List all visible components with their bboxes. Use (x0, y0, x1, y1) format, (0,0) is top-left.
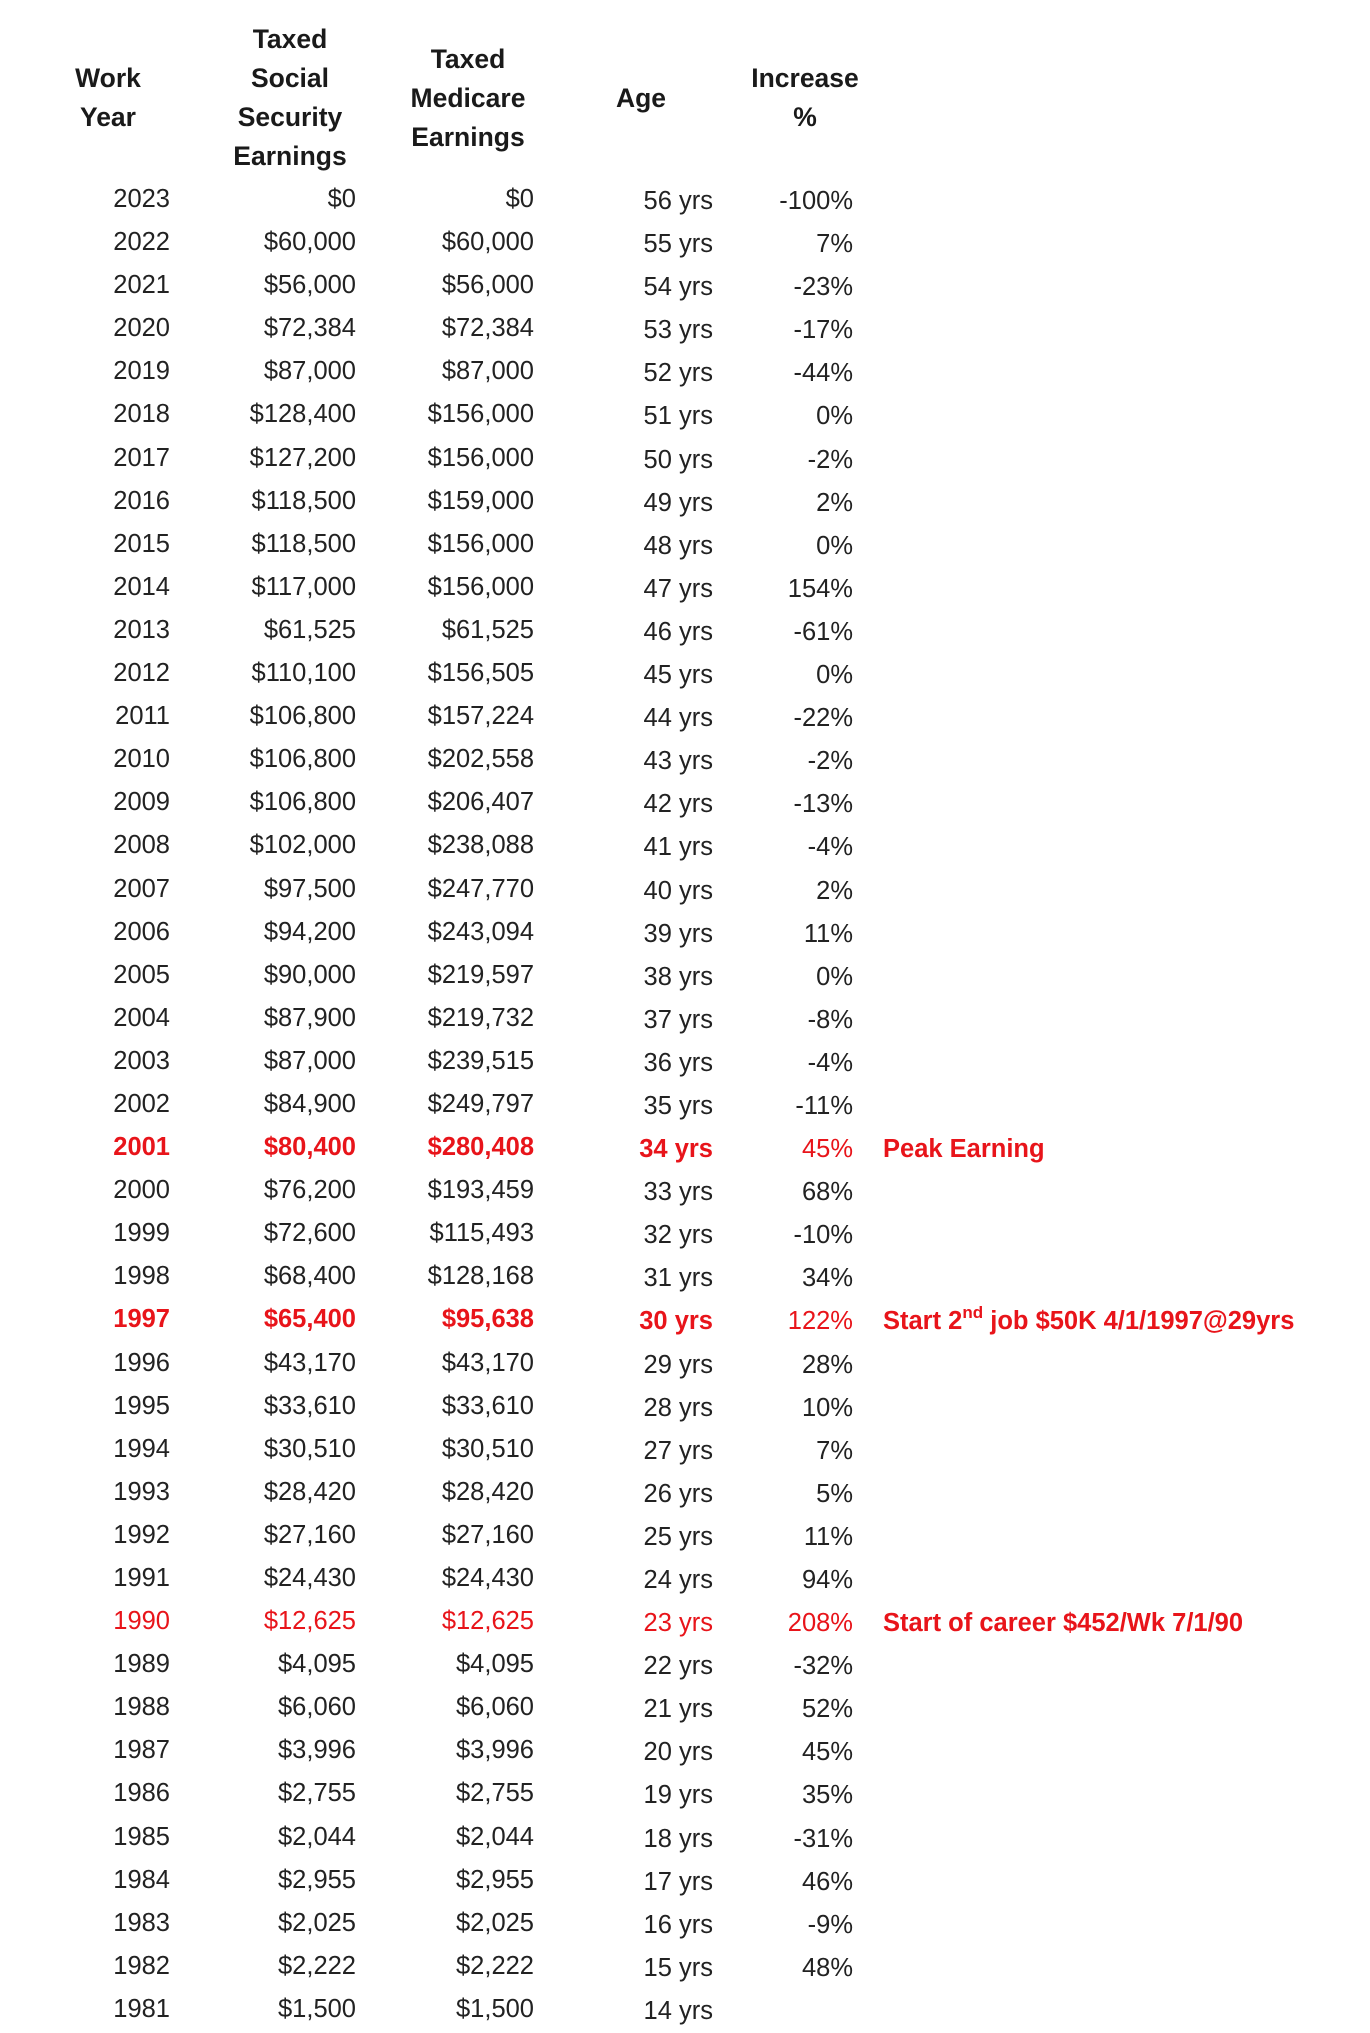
cell-age: 44 yrs (643, 704, 713, 733)
cell-social-security-earnings: $4,095 (278, 1650, 356, 1679)
table-row (0, 1083, 1370, 1126)
cell-increase: -13% (793, 790, 853, 819)
annotation-superscript: nd (962, 1303, 984, 1323)
cell-work-year: 1982 (113, 1951, 170, 1980)
cell-medicare-earnings: $72,384 (441, 314, 534, 343)
cell-increase: 52% (801, 1695, 853, 1724)
cell-increase: 0% (816, 661, 853, 690)
cell-social-security-earnings: $87,900 (263, 1003, 356, 1032)
cell-social-security-earnings: $3,996 (278, 1736, 356, 1765)
cell-work-year: 1998 (113, 1262, 170, 1291)
cell-social-security-earnings: $12,625 (263, 1607, 356, 1636)
cell-age: 49 yrs (643, 488, 713, 517)
cell-work-year: 2017 (113, 443, 170, 472)
cell-medicare-earnings: $2,025 (456, 1908, 534, 1937)
cell-age: 45 yrs (643, 661, 713, 690)
cell-age: 46 yrs (643, 617, 713, 646)
cell-increase: 45% (801, 1738, 853, 1767)
cell-increase: -8% (807, 1005, 853, 1034)
cell-age: 18 yrs (643, 1824, 713, 1853)
cell-medicare-earnings: $6,060 (456, 1693, 534, 1722)
cell-medicare-earnings: $156,505 (427, 659, 534, 688)
table-row (0, 1342, 1370, 1385)
cell-increase: -2% (807, 445, 853, 474)
row-annotation: Start of career $452/Wk 7/1/90 (883, 1609, 1244, 1638)
cell-social-security-earnings: $118,500 (251, 486, 356, 515)
table-row (0, 1212, 1370, 1255)
cell-medicare-earnings: $87,000 (441, 357, 534, 386)
cell-social-security-earnings: $2,755 (278, 1779, 356, 1808)
cell-medicare-earnings: $28,420 (441, 1477, 534, 1506)
cell-work-year: 2019 (113, 357, 170, 386)
cell-medicare-earnings: $193,459 (427, 1176, 534, 1205)
cell-medicare-earnings: $156,000 (427, 572, 534, 601)
cell-increase: 46% (801, 1867, 853, 1896)
cell-social-security-earnings: $106,800 (249, 788, 356, 817)
table-row (0, 738, 1370, 781)
cell-work-year: 2005 (113, 960, 170, 989)
cell-age: 31 yrs (643, 1264, 713, 1293)
cell-social-security-earnings: $94,200 (263, 917, 356, 946)
cell-work-year: 2007 (113, 874, 170, 903)
cell-work-year: 1988 (113, 1693, 170, 1722)
cell-increase: 11% (803, 919, 853, 948)
cell-age: 24 yrs (643, 1566, 713, 1594)
cell-increase: 5% (816, 1479, 853, 1508)
cell-social-security-earnings: $102,000 (249, 831, 356, 860)
cell-work-year: 2002 (113, 1089, 170, 1118)
cell-age: 14 yrs (643, 1996, 713, 2025)
cell-social-security-earnings: $106,800 (249, 702, 356, 731)
cell-social-security-earnings: $87,000 (263, 1046, 356, 1075)
cell-age: 33 yrs (643, 1178, 713, 1207)
cell-work-year: 1983 (113, 1908, 170, 1937)
cell-increase: 122% (787, 1307, 853, 1336)
table-row (0, 1902, 1370, 1945)
cell-medicare-earnings: $24,430 (441, 1564, 534, 1592)
cell-increase: 35% (801, 1781, 853, 1810)
cell-work-year: 2012 (113, 659, 170, 688)
cell-social-security-earnings: $106,800 (249, 745, 356, 774)
table-row (0, 997, 1370, 1040)
cell-age: 26 yrs (643, 1479, 713, 1508)
table-row (0, 566, 1370, 609)
cell-work-year: 1989 (113, 1650, 170, 1679)
cell-increase: 0% (816, 962, 853, 991)
cell-increase: -23% (793, 273, 853, 302)
cell-social-security-earnings: $30,510 (263, 1434, 356, 1463)
cell-medicare-earnings: $2,755 (456, 1779, 534, 1808)
cell-work-year: 2003 (113, 1046, 170, 1075)
cell-social-security-earnings: $0 (327, 185, 356, 213)
table-row (0, 350, 1370, 393)
cell-age: 16 yrs (643, 1910, 713, 1939)
cell-increase: -4% (807, 833, 853, 862)
cell-age: 51 yrs (643, 402, 713, 431)
cell-social-security-earnings: $65,400 (263, 1305, 356, 1334)
table-row (0, 221, 1370, 264)
table-row (0, 264, 1370, 307)
cell-medicare-earnings: $2,044 (456, 1822, 534, 1851)
cell-medicare-earnings: $156,000 (427, 400, 534, 429)
cell-work-year: 1987 (113, 1736, 170, 1765)
cell-age: 19 yrs (643, 1781, 713, 1810)
cell-work-year: 2013 (113, 615, 170, 644)
cell-social-security-earnings: $72,384 (263, 314, 356, 343)
cell-social-security-earnings: $128,400 (249, 400, 356, 429)
cell-medicare-earnings: $1,500 (456, 1994, 534, 2023)
table-row (0, 1040, 1370, 1083)
cell-work-year: 1985 (113, 1822, 170, 1851)
cell-medicare-earnings: $157,224 (427, 702, 534, 731)
cell-increase: 45% (801, 1135, 853, 1164)
cell-medicare-earnings: $249,797 (427, 1089, 534, 1118)
cell-increase: -4% (807, 1048, 853, 1077)
cell-social-security-earnings: $60,000 (263, 228, 356, 257)
cell-social-security-earnings: $61,525 (263, 615, 356, 644)
cell-increase: -61% (793, 617, 853, 646)
cell-work-year: 1992 (113, 1520, 170, 1549)
cell-work-year: 2021 (113, 271, 170, 300)
cell-work-year: 2011 (115, 702, 170, 731)
cell-work-year: 2014 (113, 572, 170, 601)
cell-medicare-earnings: $33,610 (441, 1391, 534, 1420)
table-row (0, 1298, 1370, 1341)
cell-increase: 34% (801, 1264, 853, 1293)
table-row (0, 1988, 1370, 2031)
cell-age: 35 yrs (643, 1091, 713, 1120)
cell-work-year: 2016 (113, 486, 170, 515)
cell-age: 39 yrs (643, 919, 713, 948)
cell-social-security-earnings: $90,000 (263, 960, 356, 989)
cell-age: 23 yrs (643, 1609, 713, 1638)
cell-social-security-earnings: $6,060 (278, 1693, 356, 1722)
cell-social-security-earnings: $117,000 (251, 572, 356, 601)
cell-work-year: 1986 (113, 1779, 170, 1808)
header-age: Age (615, 83, 667, 113)
cell-age: 34 yrs (639, 1135, 713, 1164)
cell-work-year: 1984 (113, 1865, 170, 1894)
cell-age: 15 yrs (643, 1953, 713, 1982)
cell-age: 40 yrs (643, 876, 713, 905)
row-annotation: Peak Earning (883, 1135, 1045, 1164)
cell-age: 50 yrs (643, 445, 713, 474)
cell-work-year: 2020 (113, 314, 170, 343)
cell-age: 53 yrs (643, 316, 713, 345)
cell-work-year: 1993 (113, 1477, 170, 1506)
table-row (0, 1729, 1370, 1772)
cell-social-security-earnings: $2,025 (278, 1908, 356, 1937)
header-taxed-medicare-earnings: Taxed Medicare Earnings (410, 44, 526, 152)
cell-increase: -32% (793, 1652, 853, 1681)
cell-social-security-earnings: $127,200 (249, 443, 356, 472)
cell-work-year: 2015 (113, 529, 170, 558)
cell-work-year: 1994 (113, 1434, 170, 1463)
cell-increase: 154% (787, 574, 853, 603)
cell-age: 47 yrs (643, 574, 713, 603)
cell-medicare-earnings: $243,094 (427, 917, 534, 946)
table-row (0, 1255, 1370, 1298)
cell-medicare-earnings: $280,408 (427, 1133, 534, 1162)
cell-work-year: 2000 (113, 1176, 170, 1205)
cell-age: 54 yrs (643, 273, 713, 302)
cell-age: 28 yrs (643, 1393, 713, 1422)
cell-medicare-earnings: $247,770 (427, 874, 534, 903)
cell-social-security-earnings: $80,400 (263, 1133, 356, 1162)
cell-work-year: 1981 (113, 1994, 170, 2023)
cell-increase: -10% (793, 1221, 853, 1250)
cell-work-year: 2023 (113, 185, 170, 213)
table-row (0, 1600, 1370, 1643)
cell-medicare-earnings: $206,407 (427, 788, 534, 817)
cell-age: 52 yrs (643, 359, 713, 388)
table-row (0, 1557, 1370, 1600)
cell-social-security-earnings: $33,610 (263, 1391, 356, 1420)
table-row (0, 1126, 1370, 1169)
cell-increase: 2% (816, 488, 853, 517)
table-row (0, 695, 1370, 738)
cell-social-security-earnings: $118,500 (251, 529, 356, 558)
cell-social-security-earnings: $84,900 (263, 1089, 356, 1118)
cell-age: 38 yrs (643, 962, 713, 991)
header-taxed-social-security-earnings: Taxed Social Security Earnings (233, 24, 347, 171)
header-increase-percent: Increase % (751, 63, 859, 132)
table-row (0, 652, 1370, 695)
cell-increase: -44% (793, 359, 853, 388)
table-row (0, 1428, 1370, 1471)
cell-increase: -17% (793, 316, 853, 345)
table-row (0, 437, 1370, 480)
table-row (0, 178, 1370, 221)
cell-social-security-earnings: $1,500 (278, 1994, 356, 2023)
cell-increase: -11% (795, 1091, 853, 1120)
cell-social-security-earnings: $56,000 (263, 271, 356, 300)
cell-increase: -22% (793, 704, 853, 733)
cell-work-year: 1996 (113, 1348, 170, 1377)
cell-increase: 0% (816, 531, 853, 560)
cell-work-year: 1991 (113, 1564, 170, 1592)
cell-medicare-earnings: $2,955 (456, 1865, 534, 1894)
cell-medicare-earnings: $95,638 (441, 1305, 534, 1334)
cell-age: 37 yrs (643, 1005, 713, 1034)
cell-work-year: 2008 (113, 831, 170, 860)
cell-medicare-earnings: $0 (505, 185, 534, 213)
table-row (0, 393, 1370, 436)
cell-age: 36 yrs (643, 1048, 713, 1077)
cell-age: 55 yrs (643, 230, 713, 259)
table-row (0, 781, 1370, 824)
cell-social-security-earnings: $68,400 (263, 1262, 356, 1291)
table-body (0, 178, 1370, 2031)
cell-social-security-earnings: $2,044 (278, 1822, 356, 1851)
cell-increase: 0% (816, 402, 853, 431)
cell-medicare-earnings: $219,597 (427, 960, 534, 989)
cell-age: 56 yrs (643, 187, 713, 215)
table-row (0, 1169, 1370, 1212)
table-row (0, 1772, 1370, 1815)
cell-medicare-earnings: $27,160 (441, 1520, 534, 1549)
cell-age: 20 yrs (643, 1738, 713, 1767)
cell-age: 30 yrs (639, 1307, 713, 1336)
table-row (0, 307, 1370, 350)
cell-increase: 11% (803, 1522, 853, 1551)
cell-work-year: 2022 (113, 228, 170, 257)
cell-medicare-earnings: $156,000 (427, 529, 534, 558)
cell-medicare-earnings: $238,088 (427, 831, 534, 860)
cell-increase: 28% (801, 1350, 853, 1379)
cell-work-year: 2001 (113, 1133, 170, 1162)
cell-medicare-earnings: $219,732 (427, 1003, 534, 1032)
cell-medicare-earnings: $61,525 (441, 615, 534, 644)
cell-medicare-earnings: $30,510 (441, 1434, 534, 1463)
header-work-year: Work Year (75, 63, 141, 132)
cell-social-security-earnings: $24,430 (263, 1564, 356, 1592)
cell-medicare-earnings: $202,558 (427, 745, 534, 774)
cell-medicare-earnings: $159,000 (427, 486, 534, 515)
cell-age: 29 yrs (643, 1350, 713, 1379)
cell-age: 21 yrs (643, 1695, 713, 1724)
cell-age: 27 yrs (643, 1436, 713, 1465)
cell-increase: -9% (807, 1910, 853, 1939)
table-row (0, 1643, 1370, 1686)
table-row (0, 1471, 1370, 1514)
cell-social-security-earnings: $2,222 (278, 1951, 356, 1980)
cell-work-year: 1990 (113, 1607, 170, 1636)
cell-medicare-earnings: $43,170 (441, 1348, 534, 1377)
cell-increase: 48% (801, 1953, 853, 1982)
cell-increase: -2% (807, 747, 853, 776)
cell-increase: 7% (816, 1436, 853, 1465)
table-row (0, 911, 1370, 954)
cell-age: 17 yrs (643, 1867, 713, 1896)
cell-increase: 10% (801, 1393, 853, 1422)
table-row (0, 609, 1370, 652)
table-row (0, 824, 1370, 867)
table-row (0, 1945, 1370, 1988)
cell-medicare-earnings: $4,095 (456, 1650, 534, 1679)
cell-social-security-earnings: $2,955 (278, 1865, 356, 1894)
table-row (0, 1385, 1370, 1428)
cell-medicare-earnings: $115,493 (429, 1219, 534, 1248)
cell-age: 42 yrs (643, 790, 713, 819)
table-row (0, 523, 1370, 566)
cell-social-security-earnings: $28,420 (263, 1477, 356, 1506)
cell-medicare-earnings: $3,996 (456, 1736, 534, 1765)
cell-medicare-earnings: $60,000 (441, 228, 534, 257)
cell-increase: -31% (793, 1824, 853, 1853)
table-row (0, 1514, 1370, 1557)
cell-medicare-earnings: $12,625 (441, 1607, 534, 1636)
cell-work-year: 1997 (113, 1305, 170, 1334)
table-row (0, 1816, 1370, 1859)
cell-medicare-earnings: $2,222 (456, 1951, 534, 1980)
cell-medicare-earnings: $128,168 (427, 1262, 534, 1291)
cell-age: 41 yrs (643, 833, 713, 862)
table-row (0, 480, 1370, 523)
cell-work-year: 1995 (113, 1391, 170, 1420)
table-row (0, 1686, 1370, 1729)
cell-work-year: 1999 (113, 1219, 170, 1248)
cell-social-security-earnings: $76,200 (263, 1176, 356, 1205)
cell-medicare-earnings: $156,000 (427, 443, 534, 472)
cell-age: 25 yrs (643, 1522, 713, 1551)
cell-work-year: 2010 (113, 745, 170, 774)
cell-social-security-earnings: $43,170 (263, 1348, 356, 1377)
cell-increase: 7% (816, 230, 853, 259)
table-row (0, 954, 1370, 997)
cell-increase: 208% (787, 1609, 853, 1638)
row-annotation (883, 1300, 1294, 1343)
cell-medicare-earnings: $239,515 (427, 1046, 534, 1075)
cell-work-year: 2006 (113, 917, 170, 946)
cell-age: 48 yrs (643, 531, 713, 560)
table-row (0, 868, 1370, 911)
annotation-text: Start 2 (883, 1307, 963, 1336)
cell-medicare-earnings: $56,000 (441, 271, 534, 300)
cell-social-security-earnings: $87,000 (263, 357, 356, 386)
cell-social-security-earnings: $72,600 (263, 1219, 356, 1248)
cell-social-security-earnings: $97,500 (263, 874, 356, 903)
annotation-text: job $50K 4/1/1997@29yrs (983, 1307, 1295, 1336)
cell-age: 32 yrs (643, 1221, 713, 1250)
cell-social-security-earnings: $110,100 (251, 659, 356, 688)
cell-work-year: 2009 (113, 788, 170, 817)
cell-increase: 94% (801, 1566, 853, 1594)
cell-increase: 2% (816, 876, 853, 905)
table-row (0, 1859, 1370, 1902)
cell-work-year: 2004 (113, 1003, 170, 1032)
cell-social-security-earnings: $27,160 (263, 1520, 356, 1549)
cell-age: 43 yrs (643, 747, 713, 776)
cell-increase: 68% (801, 1178, 853, 1207)
cell-work-year: 2018 (113, 400, 170, 429)
cell-age: 22 yrs (643, 1652, 713, 1681)
cell-increase: -100% (779, 187, 853, 215)
